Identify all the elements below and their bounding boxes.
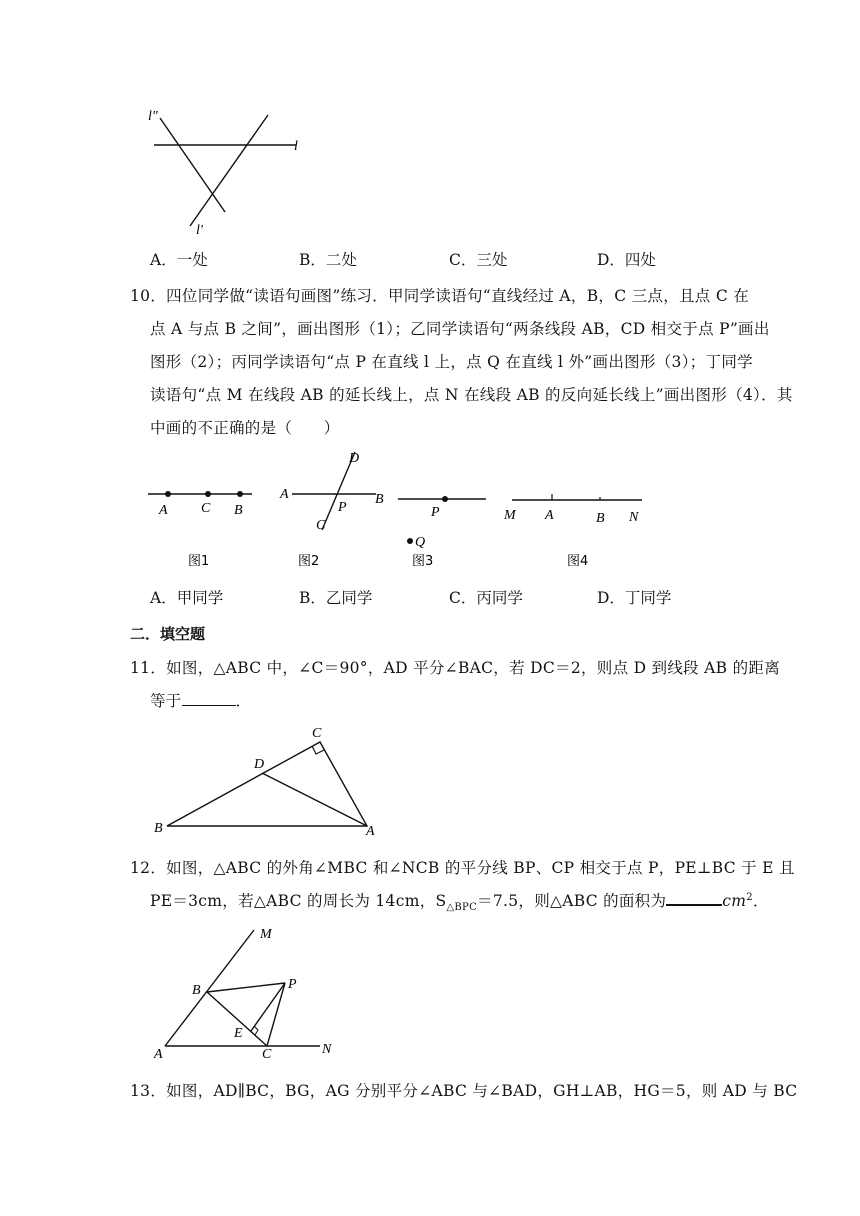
fig3-label-p: P bbox=[431, 505, 440, 520]
fig2-label-c: C bbox=[316, 518, 326, 533]
q12-answer-blank[interactable] bbox=[666, 890, 722, 906]
q10-line-2: 点 A 与点 B 之间”，画出图形（1）；乙同学读语句“两条线段 AB，CD 相交于点 P”画出 bbox=[150, 320, 770, 338]
q11-line-2 bbox=[150, 689, 251, 711]
q11-line-2-suffix: ． bbox=[235, 692, 252, 710]
q12-label-b: B bbox=[192, 983, 201, 998]
q9-option-a[interactable]: A．一处 bbox=[150, 251, 208, 269]
q9-option-d[interactable]: D．四处 bbox=[597, 251, 656, 269]
q11-label-d: D bbox=[254, 757, 265, 772]
fig3-point-q bbox=[407, 538, 413, 544]
fig2-caption: 图2 bbox=[298, 554, 320, 569]
q10-option-b[interactable]: B．乙同学 bbox=[299, 589, 373, 607]
fig1-label-c: C bbox=[201, 501, 211, 516]
q11-label-a: A bbox=[366, 824, 375, 839]
q12-label-p: P bbox=[288, 977, 297, 992]
fig1-point-c bbox=[205, 491, 211, 497]
fig2 bbox=[279, 451, 384, 569]
q12-figure bbox=[150, 920, 350, 1060]
q12-label-a: A bbox=[154, 1047, 163, 1060]
q12-line-2-prefix: PE＝3cm，若△ABC 的周长为 14cm，S bbox=[150, 892, 447, 910]
q11-line-1: 11．如图，△ABC 中，∠C＝90°，AD 平分∠BAC，若 DC＝2，则点 D 到线段 AB 的距离 bbox=[130, 659, 780, 677]
label-l-prime: l' bbox=[196, 223, 203, 238]
fig1-point-a bbox=[165, 491, 171, 497]
q11-line-2-prefix: 等于 bbox=[150, 692, 182, 710]
fig3-caption: 图3 bbox=[412, 554, 434, 569]
q11-label-b: B bbox=[154, 821, 163, 836]
q10-line-1: 10．四位同学做“读语句画图”练习．甲同学读语句“直线经过 A，B，C 三点，且点 C 在 bbox=[130, 287, 750, 305]
fig2-label-b: B bbox=[375, 492, 384, 507]
fig3-label-q: Q bbox=[415, 535, 426, 550]
fig4-label-n: N bbox=[629, 510, 639, 525]
q10-line-4: 读语句“点 M 在线段 AB 的延长线上，点 N 在线段 AB 的反向延长线上”画出图形（4）．其 bbox=[150, 386, 793, 404]
fig2-label-a: A bbox=[280, 487, 289, 502]
q12-label-c: C bbox=[262, 1047, 272, 1060]
q12-line-2-mid: ＝7.5，则△ABC 的面积为 bbox=[477, 892, 667, 910]
fig1 bbox=[148, 491, 252, 569]
q12-line-2-end: ． bbox=[752, 892, 769, 910]
q10-line-3: 图形（2）；丙同学读语句“点 P 在直线 l 上，点 Q 在直线 l 外”画出图形（3）；丁同学 bbox=[150, 353, 753, 371]
fig1-label-a: A bbox=[159, 503, 168, 518]
q12-unit-sup: 2 bbox=[746, 891, 753, 903]
q10-line-5: 中画的不正确的是（ ） bbox=[150, 419, 340, 437]
fig4-label-b: B bbox=[596, 511, 605, 526]
q9-option-c[interactable]: C．三处 bbox=[449, 251, 508, 269]
q12-line-2 bbox=[150, 889, 769, 913]
q11-label-c: C bbox=[312, 726, 322, 741]
label-l: l bbox=[294, 139, 298, 154]
label-l-double-prime: l" bbox=[148, 109, 158, 124]
q12-unit: cm bbox=[722, 892, 747, 910]
fig1-label-b: B bbox=[234, 503, 243, 518]
q9-figure bbox=[140, 100, 320, 240]
fig1-point-b bbox=[237, 491, 243, 497]
fig4 bbox=[503, 494, 642, 569]
q12-area-subscript: △BPC bbox=[446, 902, 478, 914]
fig3 bbox=[398, 496, 486, 569]
q11-answer-blank[interactable] bbox=[182, 691, 236, 706]
fig4-caption: 图4 bbox=[567, 554, 589, 569]
fig2-label-p: P bbox=[338, 500, 347, 515]
section-title: 二．填空题 bbox=[130, 625, 206, 643]
q10-option-a[interactable]: A．甲同学 bbox=[150, 589, 224, 607]
fig2-label-d: D bbox=[349, 451, 360, 466]
line-l-double-prime bbox=[160, 118, 225, 212]
q12-label-n: N bbox=[322, 1042, 332, 1057]
q12-label-m: M bbox=[260, 927, 272, 942]
q10-option-d[interactable]: D．丁同学 bbox=[597, 589, 672, 607]
fig4-label-m: M bbox=[504, 508, 516, 523]
q10-option-c[interactable]: C．丙同学 bbox=[449, 589, 523, 607]
q12-label-e: E bbox=[234, 1026, 243, 1041]
fig3-point-p bbox=[442, 496, 448, 502]
fig1-caption: 图1 bbox=[188, 554, 210, 569]
q10-figures bbox=[140, 448, 650, 573]
line-l-prime bbox=[190, 115, 268, 226]
q11-figure bbox=[150, 720, 390, 840]
q13-line-1: 13．如图，AD∥BC，BG，AG 分别平分∠ABC 与∠BAD，GH⊥AB，HG＝5，则 AD 与 BC bbox=[130, 1082, 798, 1100]
q12-line-1: 12．如图，△ABC 的外角∠MBC 和∠NCB 的平分线 BP、CP 相交于点 P，PE⊥BC 于 E 且 bbox=[130, 859, 795, 877]
fig4-label-a: A bbox=[545, 508, 554, 523]
q9-option-b[interactable]: B．二处 bbox=[299, 251, 357, 269]
